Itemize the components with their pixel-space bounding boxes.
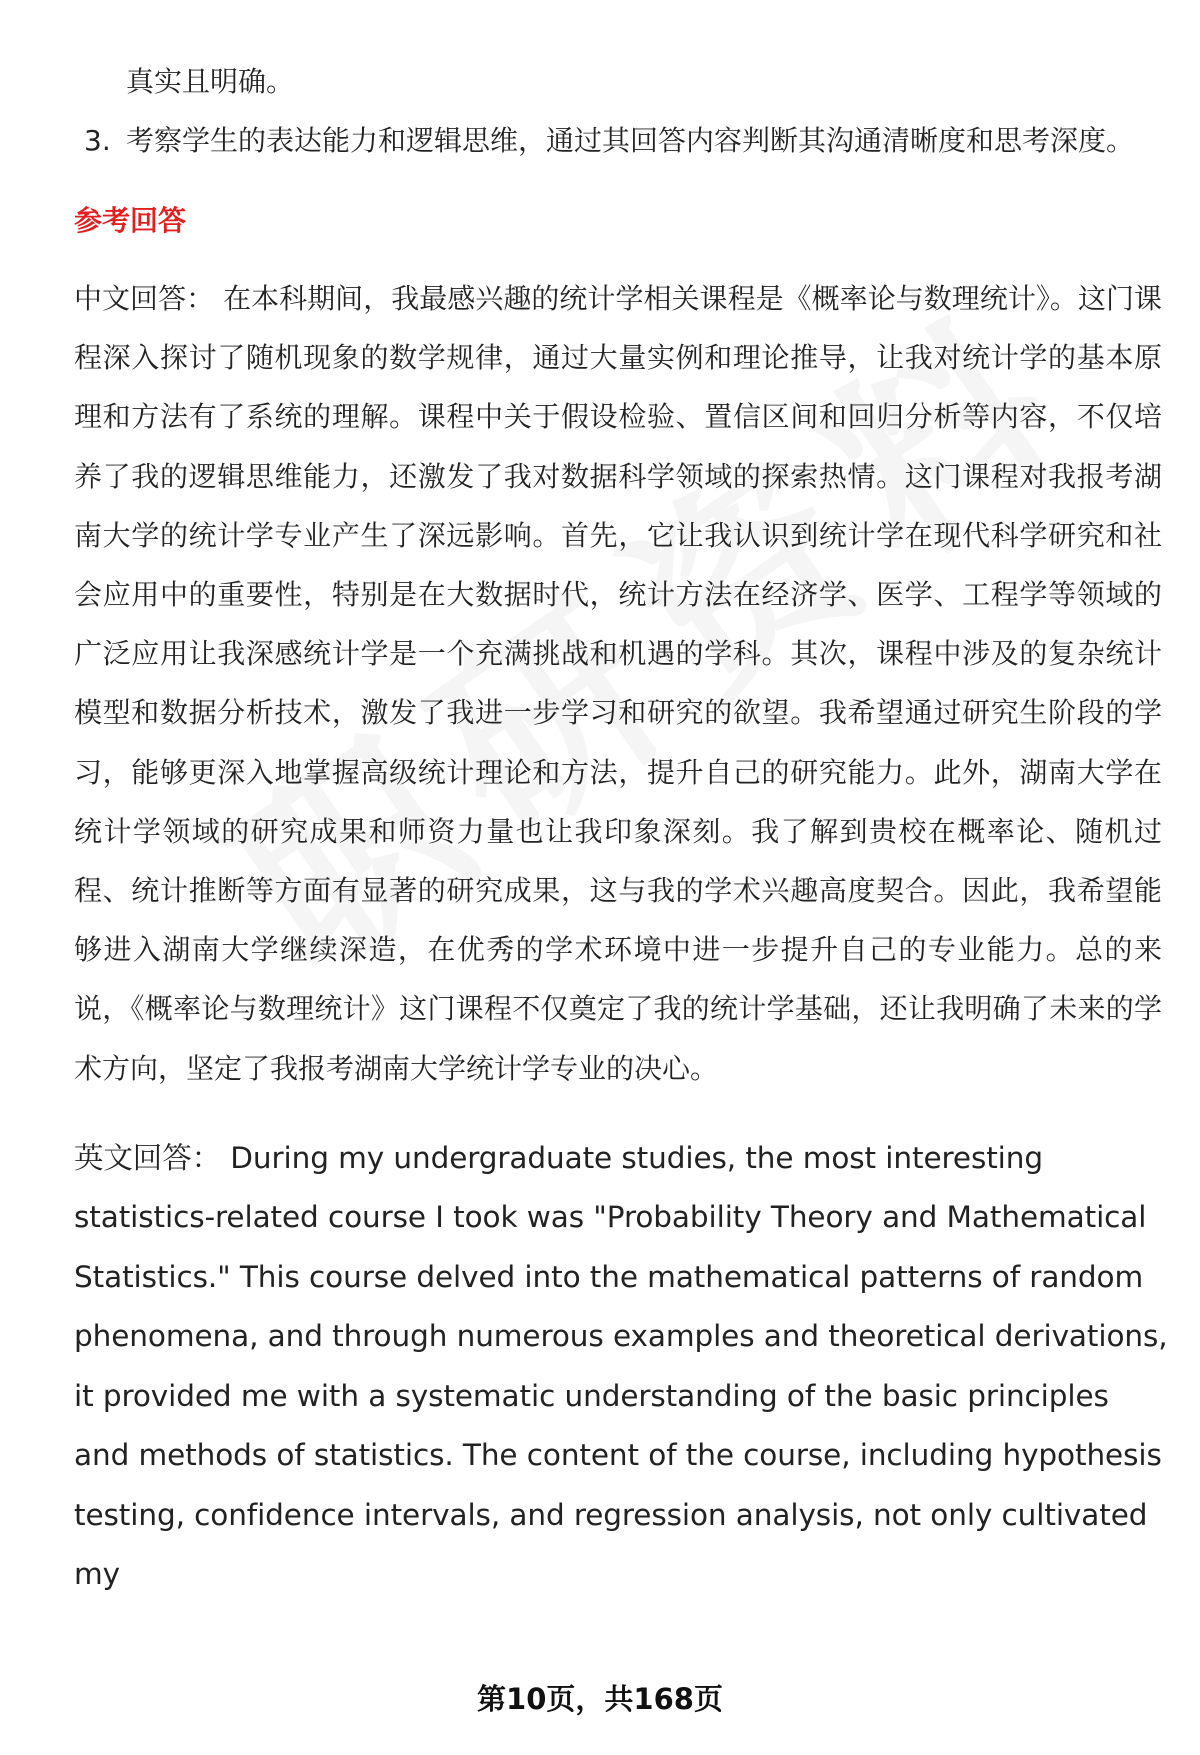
english-answer-paragraph: 英文回答： During my undergraduate studies, the most interesting statistics-related course I took was "Probability Theory and Mathematical Statistics." This course delved into the mathematical patterns of random phenomena, and through numerous examples and theoretical derivations, it provided me with a systematic understanding of the basic principles and methods of statistics. The content of the course, including hypothesis testing, confidence intervals, and regression analysis, not only cultivated my xyxy=(74,1140,1168,1592)
list-item-text: 考察学生的表达能力和逻辑思维，通过其回答内容判断其沟通清晰度和思考深度。 xyxy=(126,124,1135,157)
list-item-3 xyxy=(74,111,1164,170)
page-footer: 第10页，共168页 xyxy=(477,1682,723,1716)
section-heading: 参考回答 xyxy=(74,204,187,237)
list-item-number: 3. xyxy=(84,124,111,157)
chinese-answer-paragraph: 中文回答： 在本科期间，我最感兴趣的统计学相关课程是《概率论与数理统计》。这门课程深入探讨了随机现象的数学规律，通过大量实例和理论推导，让我对统计学的基本原理和方法有了系统的理解。课程中关于假设检验、置信区间和回归分析等内容，不仅培养了我的逻辑思维能力，还激发了我对数据科学领域的探索热情。这门课程对我报考湖南大学的统计学专业产生了深远影响。首先，它让我认识到统计学在现代科学研究和社会应用中的重要性，特别是在大数据时代，统计方法在经济学、医学、工程学等领域的广泛应用让我深感统计学是一个充满挑战和机遇的学科。其次，课程中涉及的复杂统计模型和数据分析技术，激发了我进一步学习和研究的欲望。我希望通过研究生阶段的学习，能够更深入地掌握高级统计理论和方法，提升自己的研究能力。此外，湖南大学在统计学领域的研究成果和师资力量也让我印象深刻。我了解到贵校在概率论、随机过程、统计推断等方面有显著的研究成果，这与我的学术兴趣高度契合。因此，我希望能够进入湖南大学继续深造，在优秀的学术环境中进一步提升自己的专业能力。总的来说，《概率论与数理统计》这门课程不仅奠定了我的统计学基础，还让我明确了未来的学术方向，坚定了我报考湖南大学统计学专业的决心。 xyxy=(74,282,1162,1085)
document-page xyxy=(74,52,1168,1605)
list-item-continuation: 真实且明确。 xyxy=(126,65,295,98)
